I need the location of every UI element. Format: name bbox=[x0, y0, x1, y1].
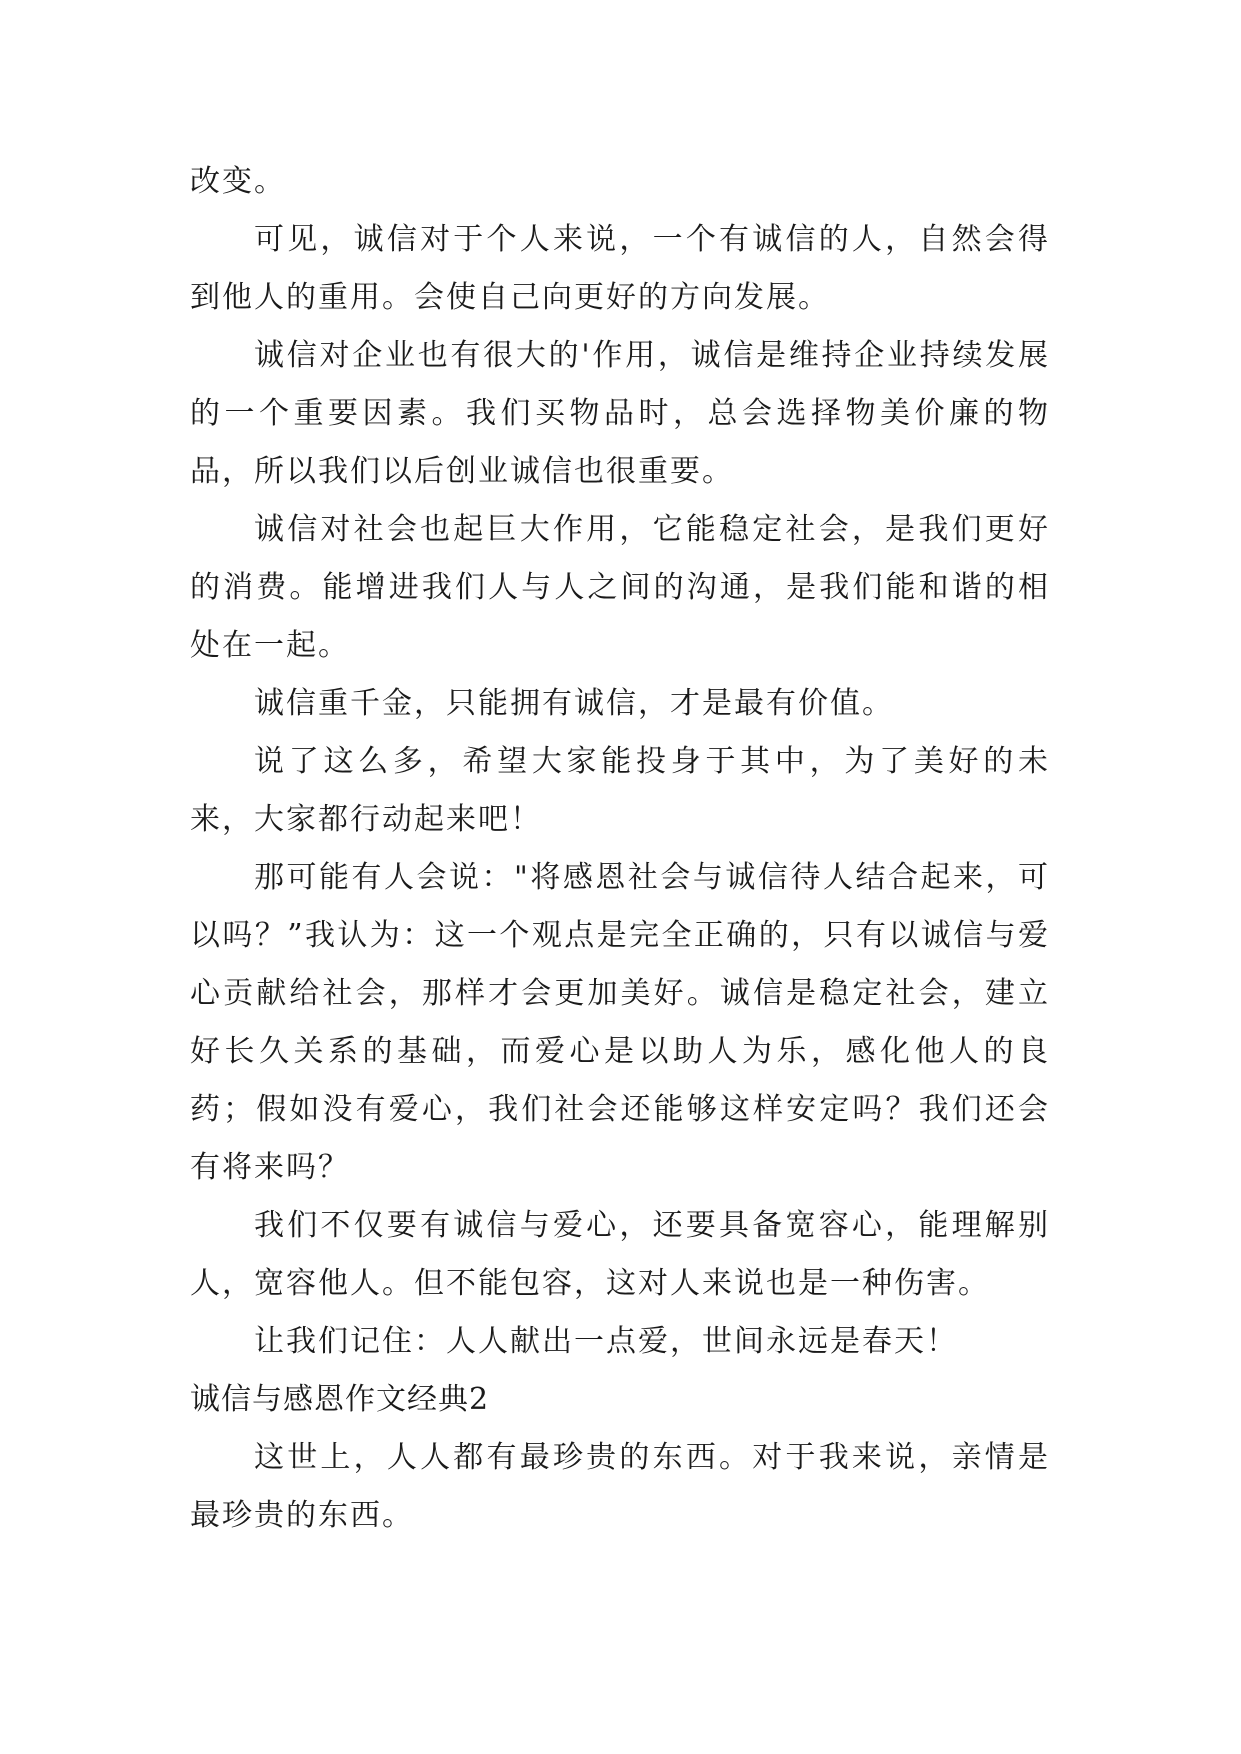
paragraph: 说了这么多，希望大家能投身于其中，为了美好的未来，大家都行动起来吧！ bbox=[190, 744, 1050, 837]
paragraph: 让我们记住：人人献出一点爱，世间永远是春天！ bbox=[254, 1324, 958, 1359]
paragraph: 那可能有人会说："将感恩社会与诚信待人结合起来，可以吗？”我认为：这一个观点是完全正确的，只有以诚信与爱心贡献给社会，那样才会更加美好。诚信是稳定社会，建立好长久关系的基础，而爱心是以助人为乐，感化他人的良药；假如没有爱心，我们社会还能够这样安定吗？我们还会有将来吗？ bbox=[190, 860, 1050, 1185]
paragraph: 我们不仅要有诚信与爱心，还要具备宽容心，能理解别人，宽容他人。但不能包容，这对人来说也是一种伤害。 bbox=[190, 1208, 1050, 1301]
paragraph-continuation: 改变。 bbox=[190, 164, 286, 199]
paragraph: 诚信重千金，只能拥有诚信，才是最有价值。 bbox=[254, 686, 894, 721]
section-title: 诚信与感恩作文经典2 bbox=[190, 1382, 490, 1417]
paragraph: 可见，诚信对于个人来说，一个有诚信的人，自然会得到他人的重用。会使自己向更好的方向发展。 bbox=[190, 222, 1050, 315]
paragraph: 这世上，人人都有最珍贵的东西。对于我来说，亲情是最珍贵的东西。 bbox=[190, 1440, 1050, 1533]
text-column bbox=[190, 153, 1050, 1545]
paragraph: 诚信对社会也起巨大作用，它能稳定社会，是我们更好的消费。能增进我们人与人之间的沟通，是我们能和谐的相处在一起。 bbox=[190, 512, 1050, 663]
paragraph: 诚信对企业也有很大的'作用，诚信是维持企业持续发展的一个重要因素。我们买物品时，总会选择物美价廉的物品，所以我们以后创业诚信也很重要。 bbox=[190, 338, 1050, 489]
